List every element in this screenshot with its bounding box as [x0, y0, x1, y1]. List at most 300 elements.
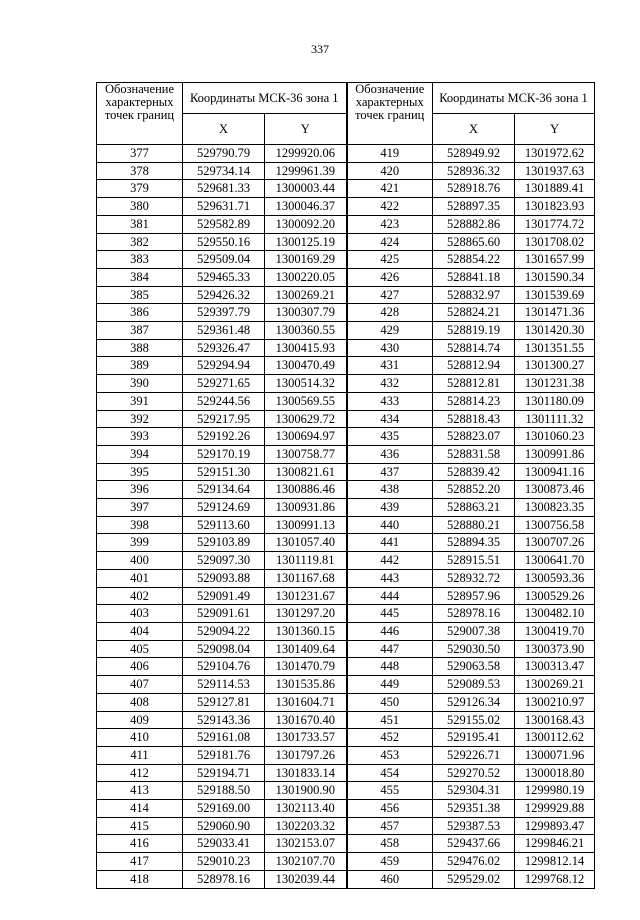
- x-coord-left: 529134.64: [183, 481, 265, 499]
- table-row: [97, 729, 595, 747]
- x-coord-left: 529091.49: [183, 587, 265, 605]
- table-row: [97, 552, 595, 570]
- table-row: [97, 658, 595, 676]
- point-id-right: 430: [347, 339, 433, 357]
- point-id-left: 397: [97, 499, 183, 517]
- point-id-right: 457: [347, 817, 433, 835]
- x-coord-left: 529188.50: [183, 782, 265, 800]
- y-header-right: Y: [515, 114, 595, 145]
- table-row: [97, 268, 595, 286]
- table-row: [97, 251, 595, 269]
- coords-header-right: Координаты МСК-36 зона 1: [433, 83, 595, 114]
- x-coord-left: 529465.33: [183, 268, 265, 286]
- table-row: [97, 481, 595, 499]
- x-coord-left: 529104.76: [183, 658, 265, 676]
- table-row: [97, 445, 595, 463]
- point-id-left: 416: [97, 835, 183, 853]
- y-coord-right: 1300210.97: [515, 693, 595, 711]
- point-id-right: 450: [347, 693, 433, 711]
- x-coord-left: 529103.89: [183, 534, 265, 552]
- point-id-left: 389: [97, 357, 183, 375]
- point-id-left: 391: [97, 392, 183, 410]
- point-id-left: 412: [97, 764, 183, 782]
- y-coord-right: 1299929.88: [515, 800, 595, 818]
- x-coord-right: 528936.32: [433, 162, 515, 180]
- point-id-right: 438: [347, 481, 433, 499]
- point-id-right: 454: [347, 764, 433, 782]
- x-coord-right: 528882.86: [433, 215, 515, 233]
- x-coord-left: 529271.65: [183, 375, 265, 393]
- point-id-right: 437: [347, 463, 433, 481]
- point-id-right: 458: [347, 835, 433, 853]
- table-body: [97, 145, 595, 889]
- table-row: [97, 693, 595, 711]
- x-coord-left: 529426.32: [183, 286, 265, 304]
- y-coord-right: 1300313.47: [515, 658, 595, 676]
- point-id-left: 407: [97, 676, 183, 694]
- x-coord-right: 528841.18: [433, 268, 515, 286]
- x-coord-left: 529681.33: [183, 180, 265, 198]
- point-id-left: 402: [97, 587, 183, 605]
- x-coord-right: 528839.42: [433, 463, 515, 481]
- y-coord-right: 1299980.19: [515, 782, 595, 800]
- table-row: [97, 145, 595, 163]
- point-id-left: 403: [97, 605, 183, 623]
- table-row: [97, 198, 595, 216]
- x-coord-right: 529437.66: [433, 835, 515, 853]
- x-header-right: X: [433, 114, 515, 145]
- page-number: 337: [311, 42, 329, 56]
- x-coord-right: 528832.97: [433, 286, 515, 304]
- y-coord-left: 1300931.86: [265, 499, 347, 517]
- x-coord-right: 528814.74: [433, 339, 515, 357]
- x-coord-right: 528814.23: [433, 392, 515, 410]
- x-coord-left: 529181.76: [183, 746, 265, 764]
- y-coord-left: 1301670.40: [265, 711, 347, 729]
- x-coord-right: 529155.02: [433, 711, 515, 729]
- y-coord-left: 1301167.68: [265, 569, 347, 587]
- point-id-right: 456: [347, 800, 433, 818]
- point-id-left: 408: [97, 693, 183, 711]
- x-coord-left: 529170.19: [183, 445, 265, 463]
- x-coord-left: 529151.30: [183, 463, 265, 481]
- y-coord-left: 1300758.77: [265, 445, 347, 463]
- point-id-right: 428: [347, 304, 433, 322]
- y-coord-left: 1300470.49: [265, 357, 347, 375]
- y-coord-right: 1301539.69: [515, 286, 595, 304]
- point-id-left: 411: [97, 746, 183, 764]
- x-coord-right: 528863.21: [433, 499, 515, 517]
- x-coord-right: 529529.02: [433, 870, 515, 888]
- y-coord-right: 1301471.36: [515, 304, 595, 322]
- x-coord-right: 528854.22: [433, 251, 515, 269]
- x-coord-left: 529097.30: [183, 552, 265, 570]
- point-id-left: 392: [97, 410, 183, 428]
- point-id-right: 422: [347, 198, 433, 216]
- point-id-left: 377: [97, 145, 183, 163]
- point-id-right: 436: [347, 445, 433, 463]
- y-coord-left: 1300694.97: [265, 428, 347, 446]
- x-coord-right: 528819.19: [433, 322, 515, 340]
- table-row: [97, 534, 595, 552]
- y-coord-right: 1299768.12: [515, 870, 595, 888]
- y-coord-right: 1301180.09: [515, 392, 595, 410]
- x-coord-left: 529397.79: [183, 304, 265, 322]
- x-coord-left: 529093.88: [183, 569, 265, 587]
- x-coord-left: 529244.56: [183, 392, 265, 410]
- x-coord-right: 529226.71: [433, 746, 515, 764]
- point-id-left: 381: [97, 215, 183, 233]
- point-id-right: 424: [347, 233, 433, 251]
- table-row: [97, 428, 595, 446]
- point-id-right: 433: [347, 392, 433, 410]
- point-id-left: 384: [97, 268, 183, 286]
- table-row: [97, 640, 595, 658]
- y-coord-left: 1300269.21: [265, 286, 347, 304]
- table-row: [97, 357, 595, 375]
- y-coord-right: 1301774.72: [515, 215, 595, 233]
- table-row: [97, 162, 595, 180]
- x-coord-left: 529790.79: [183, 145, 265, 163]
- point-id-left: 390: [97, 375, 183, 393]
- table-row: [97, 711, 595, 729]
- table-row: [97, 746, 595, 764]
- point-id-left: 413: [97, 782, 183, 800]
- point-id-right: 434: [347, 410, 433, 428]
- y-coord-right: 1300373.90: [515, 640, 595, 658]
- y-coord-right: 1300112.62: [515, 729, 595, 747]
- point-id-right: 440: [347, 516, 433, 534]
- x-coord-left: 529361.48: [183, 322, 265, 340]
- y-coord-right: 1299812.14: [515, 853, 595, 871]
- table-row: [97, 233, 595, 251]
- y-coord-right: 1300756.58: [515, 516, 595, 534]
- y-coord-right: 1300873.46: [515, 481, 595, 499]
- y-coord-right: 1300641.70: [515, 552, 595, 570]
- x-coord-left: 529734.14: [183, 162, 265, 180]
- y-coord-right: 1301657.99: [515, 251, 595, 269]
- point-id-left: 405: [97, 640, 183, 658]
- y-coord-left: 1301470.79: [265, 658, 347, 676]
- point-id-left: 417: [97, 853, 183, 871]
- y-coord-left: 1300169.29: [265, 251, 347, 269]
- table-row: [97, 853, 595, 871]
- x-coord-left: 529294.94: [183, 357, 265, 375]
- x-coord-left: 529010.23: [183, 853, 265, 871]
- table-row: [97, 215, 595, 233]
- x-coord-right: 528865.60: [433, 233, 515, 251]
- y-coord-left: 1300125.19: [265, 233, 347, 251]
- x-coord-left: 529192.26: [183, 428, 265, 446]
- point-id-right: 442: [347, 552, 433, 570]
- x-coord-left: 529091.61: [183, 605, 265, 623]
- x-coord-right: 529126.34: [433, 693, 515, 711]
- y-coord-left: 1302113.40: [265, 800, 347, 818]
- point-id-right: 451: [347, 711, 433, 729]
- x-coord-right: 528932.72: [433, 569, 515, 587]
- point-id-right: 419: [347, 145, 433, 163]
- coordinates-table: [96, 82, 595, 889]
- x-coord-left: 529161.08: [183, 729, 265, 747]
- y-coord-right: 1299846.21: [515, 835, 595, 853]
- x-coord-left: 529326.47: [183, 339, 265, 357]
- x-coord-left: 529113.60: [183, 516, 265, 534]
- y-coord-left: 1300003.44: [265, 180, 347, 198]
- y-coord-left: 1301119.81: [265, 552, 347, 570]
- point-id-right: 423: [347, 215, 433, 233]
- y-coord-left: 1300046.37: [265, 198, 347, 216]
- point-id-left: 393: [97, 428, 183, 446]
- y-coord-left: 1301231.67: [265, 587, 347, 605]
- y-coord-right: 1301231.38: [515, 375, 595, 393]
- point-id-left: 388: [97, 339, 183, 357]
- table-row: [97, 622, 595, 640]
- table-row: [97, 764, 595, 782]
- point-id-right: 420: [347, 162, 433, 180]
- table-row: [97, 569, 595, 587]
- y-coord-right: 1301060.23: [515, 428, 595, 446]
- x-coord-right: 529387.53: [433, 817, 515, 835]
- point-id-left: 406: [97, 658, 183, 676]
- x-coord-left: 529127.81: [183, 693, 265, 711]
- x-coord-left: 529169.00: [183, 800, 265, 818]
- point-id-left: 396: [97, 481, 183, 499]
- y-coord-left: 1300886.46: [265, 481, 347, 499]
- x-coord-right: 529007.38: [433, 622, 515, 640]
- y-coord-right: 1300823.35: [515, 499, 595, 517]
- table-row: [97, 817, 595, 835]
- y-coord-left: 1301797.26: [265, 746, 347, 764]
- point-id-left: 378: [97, 162, 183, 180]
- table-row: [97, 835, 595, 853]
- y-coord-right: 1301420.30: [515, 322, 595, 340]
- y-coord-left: 1302039.44: [265, 870, 347, 888]
- point-id-right: 435: [347, 428, 433, 446]
- point-id-left: 404: [97, 622, 183, 640]
- y-coord-right: 1301300.27: [515, 357, 595, 375]
- x-coord-left: 529124.69: [183, 499, 265, 517]
- y-coord-left: 1301900.90: [265, 782, 347, 800]
- x-coord-left: 529217.95: [183, 410, 265, 428]
- x-coord-left: 529631.71: [183, 198, 265, 216]
- point-id-left: 379: [97, 180, 183, 198]
- table-row: [97, 463, 595, 481]
- y-coord-right: 1300482.10: [515, 605, 595, 623]
- point-label-header-left: Обозначение характерных точек границ: [97, 83, 183, 145]
- point-id-right: 427: [347, 286, 433, 304]
- point-id-right: 449: [347, 676, 433, 694]
- point-id-right: 421: [347, 180, 433, 198]
- point-id-left: 382: [97, 233, 183, 251]
- table-row: [97, 392, 595, 410]
- point-id-right: 432: [347, 375, 433, 393]
- y-coord-left: 1300415.93: [265, 339, 347, 357]
- point-id-right: 460: [347, 870, 433, 888]
- point-id-right: 439: [347, 499, 433, 517]
- point-id-right: 431: [347, 357, 433, 375]
- table-row: [97, 516, 595, 534]
- x-coord-left: 529094.22: [183, 622, 265, 640]
- point-id-left: 383: [97, 251, 183, 269]
- point-id-right: 452: [347, 729, 433, 747]
- table-row: [97, 180, 595, 198]
- point-id-left: 409: [97, 711, 183, 729]
- point-id-right: 448: [347, 658, 433, 676]
- y-coord-left: 1302107.70: [265, 853, 347, 871]
- x-coord-right: 528823.07: [433, 428, 515, 446]
- y-coord-right: 1299893.47: [515, 817, 595, 835]
- point-id-right: 441: [347, 534, 433, 552]
- x-coord-right: 529351.38: [433, 800, 515, 818]
- x-coord-right: 528978.16: [433, 605, 515, 623]
- x-coord-right: 529089.53: [433, 676, 515, 694]
- point-id-right: 455: [347, 782, 433, 800]
- table-row: [97, 339, 595, 357]
- y-coord-left: 1302203.32: [265, 817, 347, 835]
- point-id-left: 410: [97, 729, 183, 747]
- x-coord-right: 528949.92: [433, 145, 515, 163]
- table-row: [97, 800, 595, 818]
- x-coord-right: 529304.31: [433, 782, 515, 800]
- point-id-right: 425: [347, 251, 433, 269]
- point-id-left: 386: [97, 304, 183, 322]
- x-coord-left: 529114.53: [183, 676, 265, 694]
- y-coord-right: 1300269.21: [515, 676, 595, 694]
- x-coord-right: 529195.41: [433, 729, 515, 747]
- x-coord-right: 528957.96: [433, 587, 515, 605]
- point-id-right: 446: [347, 622, 433, 640]
- x-coord-left: 528978.16: [183, 870, 265, 888]
- y-coord-left: 1301409.64: [265, 640, 347, 658]
- point-id-left: 414: [97, 800, 183, 818]
- point-id-left: 398: [97, 516, 183, 534]
- table-row: [97, 605, 595, 623]
- y-coord-left: 1300991.13: [265, 516, 347, 534]
- y-coord-left: 1300514.32: [265, 375, 347, 393]
- y-coord-left: 1301360.15: [265, 622, 347, 640]
- x-coord-right: 528897.35: [433, 198, 515, 216]
- point-id-right: 443: [347, 569, 433, 587]
- x-coord-left: 529509.04: [183, 251, 265, 269]
- point-id-left: 401: [97, 569, 183, 587]
- point-id-right: 459: [347, 853, 433, 871]
- x-coord-right: 529030.50: [433, 640, 515, 658]
- x-coord-left: 529582.89: [183, 215, 265, 233]
- point-label-header-right: Обозначение характерных точек границ: [347, 83, 433, 145]
- point-id-right: 444: [347, 587, 433, 605]
- y-coord-right: 1300018.80: [515, 764, 595, 782]
- table-row: [97, 410, 595, 428]
- y-coord-left: 1301604.71: [265, 693, 347, 711]
- y-coord-right: 1300419.70: [515, 622, 595, 640]
- table-row: [97, 587, 595, 605]
- y-coord-left: 1300569.55: [265, 392, 347, 410]
- point-id-left: 418: [97, 870, 183, 888]
- coords-header-left: Координаты МСК-36 зона 1: [183, 83, 347, 114]
- y-header-left: Y: [265, 114, 347, 145]
- point-id-left: 415: [97, 817, 183, 835]
- y-coord-right: 1300707.26: [515, 534, 595, 552]
- x-coord-left: 529098.04: [183, 640, 265, 658]
- table-row: [97, 322, 595, 340]
- y-coord-left: 1300092.20: [265, 215, 347, 233]
- y-coord-left: 1300821.61: [265, 463, 347, 481]
- point-id-left: 387: [97, 322, 183, 340]
- x-coord-left: 529033.41: [183, 835, 265, 853]
- y-coord-right: 1300071.96: [515, 746, 595, 764]
- x-coord-left: 529550.16: [183, 233, 265, 251]
- point-id-left: 394: [97, 445, 183, 463]
- y-coord-right: 1301972.62: [515, 145, 595, 163]
- y-coord-left: 1302153.07: [265, 835, 347, 853]
- x-coord-right: 528812.94: [433, 357, 515, 375]
- x-coord-right: 529476.02: [433, 853, 515, 871]
- y-coord-right: 1301351.55: [515, 339, 595, 357]
- x-coord-right: 529270.52: [433, 764, 515, 782]
- x-coord-right: 528918.76: [433, 180, 515, 198]
- x-coord-right: 528915.51: [433, 552, 515, 570]
- x-coord-right: 528894.35: [433, 534, 515, 552]
- y-coord-right: 1301889.41: [515, 180, 595, 198]
- x-coord-right: 528812.81: [433, 375, 515, 393]
- y-coord-right: 1301708.02: [515, 233, 595, 251]
- point-id-right: 445: [347, 605, 433, 623]
- table-row: [97, 375, 595, 393]
- table-row: [97, 676, 595, 694]
- y-coord-right: 1300941.16: [515, 463, 595, 481]
- x-coord-right: 528818.43: [433, 410, 515, 428]
- table-row: [97, 304, 595, 322]
- table-row: [97, 870, 595, 888]
- x-header-left: X: [183, 114, 265, 145]
- y-coord-left: 1300220.05: [265, 268, 347, 286]
- y-coord-left: 1300360.55: [265, 322, 347, 340]
- point-id-left: 399: [97, 534, 183, 552]
- x-coord-left: 529143.36: [183, 711, 265, 729]
- point-id-right: 426: [347, 268, 433, 286]
- table-row: [97, 286, 595, 304]
- y-coord-right: 1300593.36: [515, 569, 595, 587]
- y-coord-left: 1300307.79: [265, 304, 347, 322]
- point-id-left: 395: [97, 463, 183, 481]
- y-coord-right: 1300991.86: [515, 445, 595, 463]
- y-coord-right: 1301111.32: [515, 410, 595, 428]
- x-coord-right: 528852.20: [433, 481, 515, 499]
- y-coord-left: 1301733.57: [265, 729, 347, 747]
- y-coord-right: 1301937.63: [515, 162, 595, 180]
- y-coord-right: 1301590.34: [515, 268, 595, 286]
- y-coord-left: 1301057.40: [265, 534, 347, 552]
- y-coord-right: 1300529.26: [515, 587, 595, 605]
- x-coord-right: 529063.58: [433, 658, 515, 676]
- y-coord-left: 1301297.20: [265, 605, 347, 623]
- x-coord-left: 529060.90: [183, 817, 265, 835]
- x-coord-right: 528880.21: [433, 516, 515, 534]
- y-coord-right: 1300168.43: [515, 711, 595, 729]
- y-coord-left: 1299961.39: [265, 162, 347, 180]
- y-coord-left: 1301833.14: [265, 764, 347, 782]
- y-coord-left: 1301535.86: [265, 676, 347, 694]
- table-row: [97, 782, 595, 800]
- y-coord-left: 1300629.72: [265, 410, 347, 428]
- table-row: [97, 499, 595, 517]
- point-id-left: 385: [97, 286, 183, 304]
- y-coord-right: 1301823.93: [515, 198, 595, 216]
- x-coord-right: 528831.58: [433, 445, 515, 463]
- point-id-left: 400: [97, 552, 183, 570]
- point-id-right: 429: [347, 322, 433, 340]
- point-id-left: 380: [97, 198, 183, 216]
